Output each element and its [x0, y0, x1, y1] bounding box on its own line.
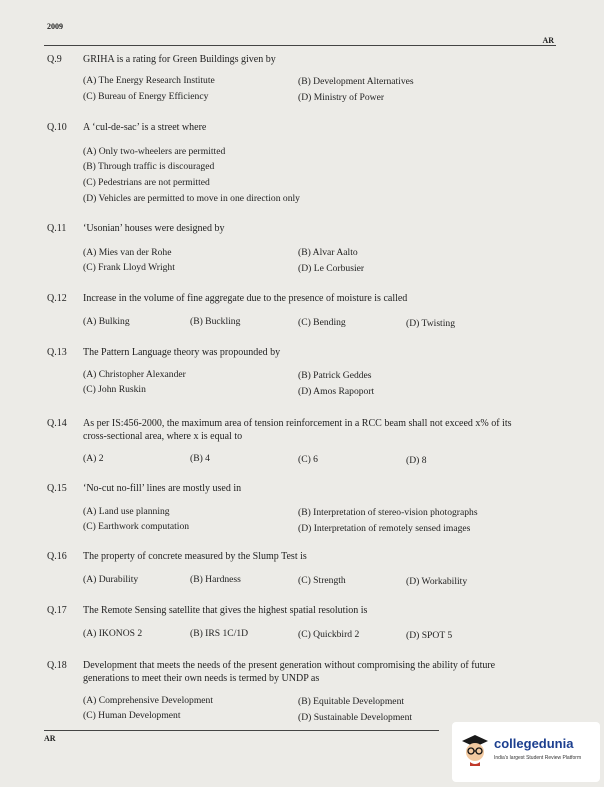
- paper-code: AR: [542, 36, 554, 45]
- question-text: A ‘cul-de-sac’ is a street where: [83, 122, 207, 133]
- question-number: Q.14: [47, 418, 67, 429]
- question-number: Q.16: [47, 551, 67, 562]
- option-a: (A) Bulking: [83, 316, 130, 327]
- question-text: ‘Usonian’ houses were designed by: [83, 223, 225, 234]
- option-c: (C) John Ruskin: [83, 384, 146, 395]
- option-b: (B) Patrick Geddes: [298, 370, 372, 381]
- question-text: Development that meets the needs of the present generation without compromising the ability of future generations to meet their own needs is termed by UNDP as: [83, 660, 496, 684]
- option-d: (D) Le Corbusier: [298, 263, 365, 274]
- option-d: (D) Interpretation of remotely sensed images: [298, 523, 471, 534]
- option-a: (A) 2: [83, 453, 104, 464]
- question-text: Increase in the volume of fine aggregate due to the presence of moisture is called: [83, 293, 408, 304]
- option-c: (C) Bending: [298, 317, 346, 328]
- question-number: Q.15: [47, 483, 67, 494]
- question-number: Q.10: [47, 122, 67, 133]
- option-c: (C) Quickbird 2: [298, 629, 360, 640]
- footer-rule: [44, 730, 439, 731]
- question-text: As per IS:456-2000, the maximum area of tension reinforcement in a RCC beam shall not exceed x% of its cross-sectional area, where x is equal to: [83, 418, 512, 442]
- option-a: (A) Only two-wheelers are permitted: [83, 146, 226, 157]
- option-d: (D) Twisting: [406, 318, 455, 329]
- question-number: Q.9: [47, 54, 62, 65]
- option-a: (A) Land use planning: [83, 506, 170, 517]
- watermark-logo: [452, 722, 600, 782]
- option-b: (B) Interpretation of stereo-vision photographs: [298, 507, 478, 518]
- option-a: (A) The Energy Research Institute: [83, 75, 215, 86]
- year-label: 2009: [47, 22, 63, 31]
- option-b: (B) Buckling: [190, 316, 241, 327]
- option-d: (D) 8: [406, 455, 427, 466]
- option-b: (B) IRS 1C/1D: [190, 628, 249, 639]
- option-d: (D) Vehicles are permitted to move in one direction only: [83, 193, 300, 204]
- option-b: (B) Alvar Aalto: [298, 247, 358, 258]
- option-d: (D) Workability: [406, 576, 468, 587]
- question-number: Q.13: [47, 347, 67, 358]
- header-rule: [44, 45, 556, 46]
- option-a: (A) Durability: [83, 574, 139, 585]
- graduate-mascot-icon: [458, 732, 492, 766]
- option-a: (A) IKONOS 2: [83, 628, 143, 639]
- option-c: (C) 6: [298, 454, 318, 465]
- option-c: (C) Human Development: [83, 710, 181, 721]
- question-text: The Remote Sensing satellite that gives the highest spatial resolution is: [83, 605, 368, 616]
- option-b: (B) Hardness: [190, 574, 241, 585]
- option-d: (D) Amos Rapoport: [298, 386, 375, 397]
- option-c: (C) Bureau of Energy Efficiency: [83, 91, 209, 102]
- option-d: (D) Ministry of Power: [298, 92, 385, 103]
- question-number: Q.11: [47, 223, 67, 234]
- option-b: (B) Equitable Development: [298, 696, 405, 707]
- option-b: (B) Through traffic is discouraged: [83, 161, 215, 172]
- footer-paper-code: AR: [44, 734, 56, 743]
- option-c: (C) Earthwork computation: [83, 521, 190, 532]
- option-d: (D) Sustainable Development: [298, 712, 413, 723]
- option-c: (C) Frank Lloyd Wright: [83, 262, 175, 273]
- option-a: (A) Mies van der Rohe: [83, 247, 172, 258]
- brand-tagline: India's largest Student Review Platform: [494, 755, 582, 761]
- option-d: (D) SPOT 5: [406, 630, 453, 641]
- option-b: (B) 4: [190, 453, 210, 464]
- option-a: (A) Comprehensive Development: [83, 695, 214, 706]
- question-text: The property of concrete measured by the Slump Test is: [83, 551, 307, 562]
- question-text: The Pattern Language theory was propounded by: [83, 347, 281, 358]
- question-number: Q.17: [47, 605, 67, 616]
- question-number: Q.12: [47, 293, 67, 304]
- brand-name: collegedunia: [494, 736, 574, 751]
- question-text: ‘No-cut no-fill’ lines are mostly used in: [83, 483, 242, 494]
- question-number: Q.18: [47, 660, 67, 671]
- option-c: (C) Pedestrians are not permitted: [83, 177, 210, 188]
- option-b: (B) Development Alternatives: [298, 76, 414, 87]
- option-a: (A) Christopher Alexander: [83, 369, 186, 380]
- option-c: (C) Strength: [298, 575, 346, 586]
- question-text: GRIHA is a rating for Green Buildings given by: [83, 54, 276, 65]
